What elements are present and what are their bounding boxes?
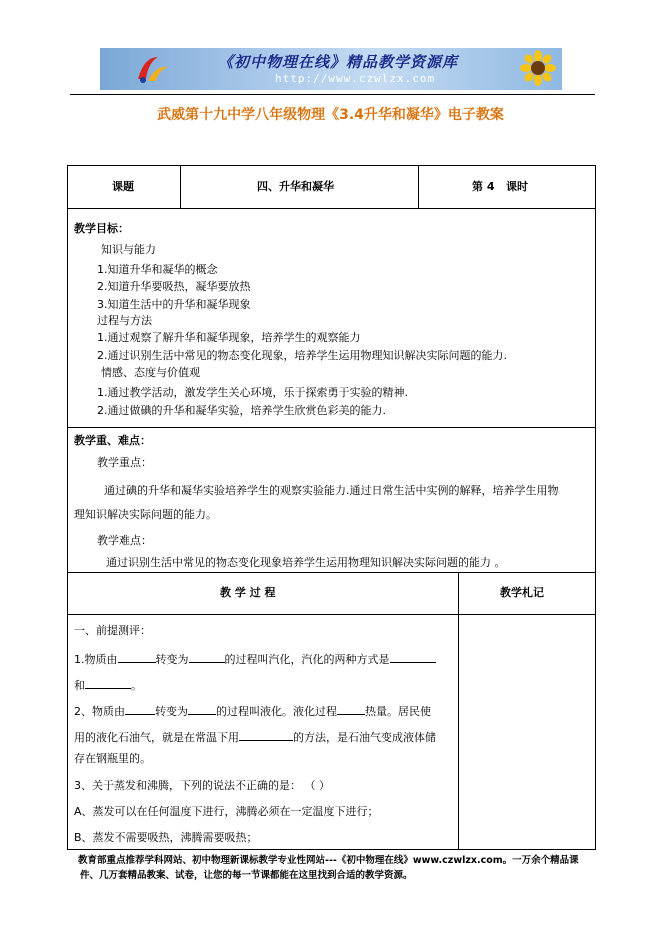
answer-blank[interactable]: [239, 729, 293, 741]
answer-blank[interactable]: [85, 677, 131, 689]
attitude-item: 2.通过做碘的升华和凝华实验，培养学生欣赏色彩美的能力.: [97, 404, 386, 417]
question-1: [74, 651, 436, 667]
knowledge-item: 3.知道生活中的升华和凝华现象: [97, 298, 251, 311]
key-points-section: [67, 427, 596, 573]
option-a: A、蒸发可以在任何温度下进行，沸腾必须在一定温度下进行；: [74, 805, 379, 818]
key-heading: 教学重点：: [97, 456, 152, 469]
sunflower-icon: [518, 50, 558, 88]
header-divider: [67, 614, 596, 615]
topic-label: 课题: [112, 180, 134, 193]
key-points-heading: 教学重、难点：: [74, 434, 151, 447]
answer-blank[interactable]: [337, 703, 365, 715]
q1-part: 和: [74, 679, 85, 692]
knowledge-item: 2.知道升华要吸热，凝华要放热: [97, 280, 251, 293]
q2-part: 转变为: [155, 705, 188, 718]
process-item: 1.通过观察了解升华和凝华现象，培养学生的观察能力: [97, 331, 361, 344]
knowledge-heading: 知识与能力: [101, 243, 156, 256]
answer-blank[interactable]: [118, 651, 156, 663]
footer-line: 教育部重点推荐学科网站、初中物理新课标教学专业性网站---《初中物理在线》www.czwlzx.com。一万余个精品课: [78, 855, 579, 866]
page-footer: [78, 853, 598, 883]
site-banner: [100, 48, 562, 90]
cell-divider: [418, 165, 419, 209]
goals-heading: 教学目标：: [74, 222, 129, 235]
lesson-topic: 四、升华和凝华: [257, 180, 334, 193]
attitude-heading: 情感、态度与价值观: [101, 366, 200, 379]
key-text-cont: 理知识解决实际问题的能力。: [74, 508, 217, 521]
q2-part: 热量。居民使: [365, 705, 431, 718]
review-heading: 一、前提测评：: [74, 624, 151, 637]
footer-line: 件、几万套精品教案、试卷，让您的每一节课都能在这里找到合适的教学资源。: [80, 870, 413, 881]
question-1-cont: [74, 677, 142, 693]
question-2: [74, 703, 431, 719]
q1-part: 。: [131, 679, 142, 692]
q1-part: 转变为: [155, 653, 189, 666]
answer-blank[interactable]: [189, 651, 225, 663]
question-2-cont: [74, 729, 436, 745]
q2-part: 的方法，是石油气变成液体储: [293, 731, 436, 744]
notes-column-header: 教学札记: [500, 586, 544, 599]
option-b: B、蒸发不需要吸热，沸腾需要吸热；: [74, 831, 258, 844]
document-title: 武威第十九中学八年级物理《3.4升华和凝华》电子教案: [157, 107, 504, 123]
difficult-text: 通过识别生活中常见的物态变化现象培养学生运用物理知识解决实际问题的能力 。: [106, 556, 506, 569]
key-text: 通过碘的升华和凝华实验培养学生的观察实验能力.通过日常生活中实例的解释，培养学生用物: [104, 484, 559, 497]
cell-divider: [180, 165, 181, 209]
q2-part: 的过程叫液化。液化过程: [216, 705, 337, 718]
question-3: 3、关于蒸发和沸腾，下列的说法不正确的是： （ ）: [74, 779, 330, 792]
banner-site-title: 《初中物理在线》精品教学资源库: [218, 53, 459, 71]
banner-url: http://www.czwlzx.com: [275, 72, 436, 85]
q2-part: 用的液化石油气，就是在常温下用: [74, 731, 239, 744]
q2-part: 2、物质由: [74, 705, 125, 718]
period-number: 第 4: [472, 180, 495, 193]
period-unit: 课时: [506, 180, 528, 193]
attitude-item: 1.通过教学活动，激发学生关心环境，乐于探索勇于实验的精神.: [97, 386, 408, 399]
question-2-end: 存在钢瓶里的。: [74, 752, 151, 765]
site-logo-icon: [134, 53, 170, 85]
q1-part: 1.物质由: [74, 653, 118, 666]
answer-blank[interactable]: [390, 651, 436, 663]
q1-part: 的过程叫汽化，汽化的两种方式是: [224, 653, 390, 666]
process-heading: 过程与方法: [97, 314, 152, 327]
process-item: 2.通过识别生活中常见的物态变化现象，培养学生运用物理知识解决实际问题的能力.: [97, 349, 507, 362]
knowledge-item: 1.知道升华和凝华的概念: [97, 263, 218, 276]
answer-blank[interactable]: [125, 703, 155, 715]
answer-blank[interactable]: [188, 703, 216, 715]
process-column-header: 教 学 过 程: [220, 586, 276, 599]
header-rule: [70, 94, 595, 95]
difficult-heading: 教学难点：: [97, 534, 152, 547]
